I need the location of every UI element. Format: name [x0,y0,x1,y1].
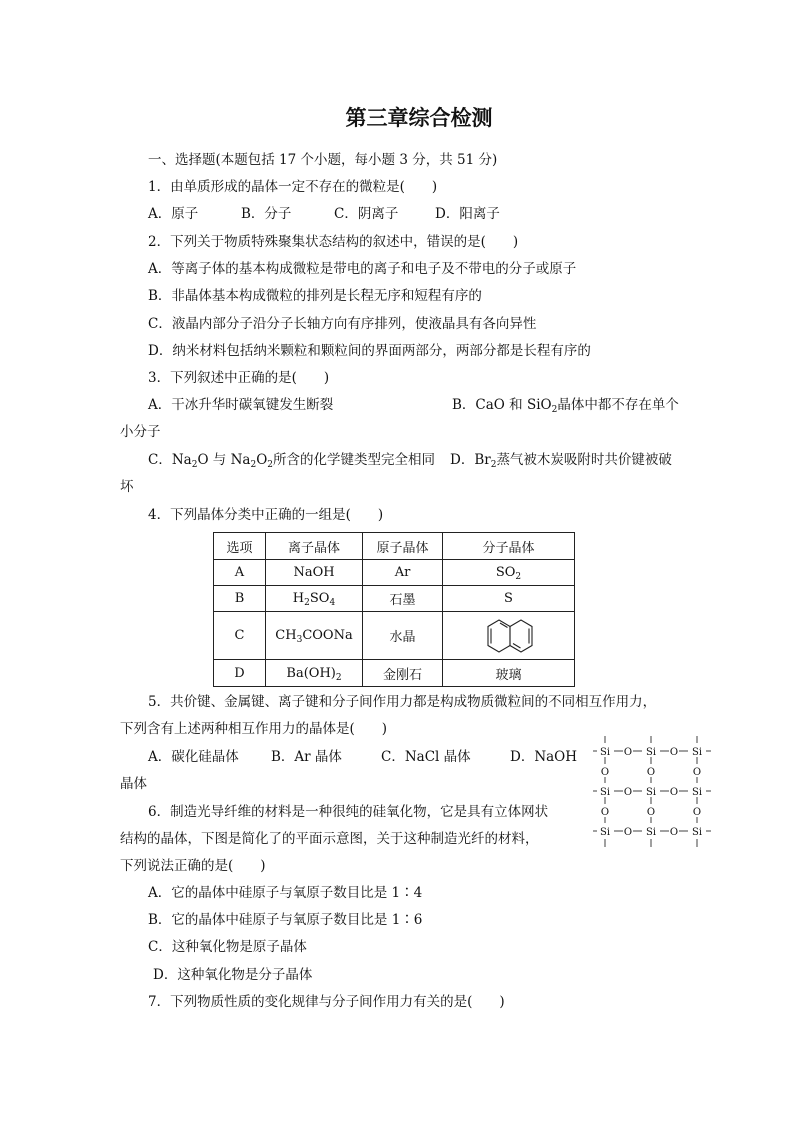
q6-stem-line2: 结构的晶体，下图是简化了的平面示意图，关于这种制造光纤的材料， [120,831,539,847]
q2-option-c: C．液晶内部分子沿分子长轴方向有序排列，使液晶具有各向异性 [148,316,537,332]
q3-option-b-continued: 小分子 [120,424,161,440]
q3-option-d: D．$Br_2$蒸气被木炭吸附时共价键被破 [450,452,672,470]
cell-option: D [214,660,266,687]
header-ionic: 离子晶体 [266,533,363,560]
q3-option-a: A．干冰升华时碳氧键发生断裂 [148,397,334,413]
q6-option-b: B．它的晶体中硅原子与氧原子数目比是 1∶6 [148,912,423,928]
q1-option-d: D．阳离子 [435,206,500,222]
q2-option-d: D．纳米材料包括纳米颗粒和颗粒间的界面两部分，两部分都是长程有序的 [148,343,591,359]
o-atom-label: O [623,787,633,798]
q5-option-c: C．NaCl 晶体 [381,749,471,765]
o-atom-label: O [600,807,610,818]
cell-ionic: $Ba(OH)_2$ [266,660,363,687]
crystal-classification-table [213,532,575,687]
q3-option-c: C．$Na_2O$ 与 $Na_2O_2$所含的化学键类型完全相同 [148,452,435,470]
cell-option: B [214,586,266,612]
o-atom-label: O [692,807,702,818]
cell-atomic: 石墨 [363,586,443,612]
si-atom-label: Si [691,747,703,758]
q2-stem: 2．下列关于物质特殊聚集状态结构的叙述中，错误的是( ) [148,234,519,250]
q4-stem: 4．下列晶体分类中正确的一组是( ) [148,507,384,523]
naphthalene-structure-icon [479,617,539,655]
q3-option-b: B．CaO 和 SiO$_2$晶体中都不存在单个 [452,397,679,415]
table-row [214,660,575,687]
q5-stem-line1: 5．共价键、金属键、离子键和分子间作用力都是构成物质微粒间的不同相互作用力， [148,694,657,710]
q7-stem: 7．下列物质性质的变化规律与分子间作用力有关的是( ) [148,994,505,1010]
cell-option: C [214,612,266,660]
q6-option-a: A．它的晶体中硅原子与氧原子数目比是 1∶4 [148,885,423,901]
si-atom-label: Si [691,787,703,798]
q6-option-c: C．这种氧化物是原子晶体 [148,939,307,955]
q1-option-a: A．原子 [148,206,199,222]
cell-atomic: 水晶 [363,612,443,660]
cell-ionic: $CH_3COONa$ [266,612,363,660]
q3-stem: 3．下列叙述中正确的是( ) [148,370,330,386]
header-atomic: 原子晶体 [363,533,443,560]
cell-molecular: 玻璃 [443,660,575,687]
si-atom-label: Si [691,827,703,838]
header-option: 选项 [214,533,266,560]
o-atom-label: O [623,827,633,838]
q1-option-b: B．分子 [241,206,292,222]
cell-molecular: S [443,586,575,612]
o-atom-label: O [669,747,679,758]
q6-stem-line1: 6．制造光导纤维的材料是一种很纯的硅氧化物，它是具有立体网状 [148,804,549,820]
table-row [214,560,575,586]
si-atom-label: Si [599,747,611,758]
si-atom-label: Si [599,787,611,798]
q5-option-d-continued: 晶体 [120,776,147,792]
q3-option-d-continued: 坏 [120,479,134,495]
header-molecular: 分子晶体 [443,533,575,560]
cell-ionic: $H_2SO_4$ [266,586,363,612]
q1-option-c: C．阴离子 [334,206,399,222]
cell-molecular: $SO_2$ [443,560,575,586]
q5-option-a: A．碳化硅晶体 [148,749,239,765]
o-atom-label: O [669,827,679,838]
cell-option: A [214,560,266,586]
table-row [214,612,575,660]
q5-option-d: D．NaOH [510,749,578,765]
q5-stem-line2: 下列含有上述两种相互作用力的晶体是( ) [120,721,388,737]
o-atom-label: O [646,807,656,818]
o-atom-label: O [600,767,610,778]
o-atom-label: O [646,767,656,778]
o-atom-label: O [669,787,679,798]
q5-option-b: B．Ar 晶体 [271,749,342,765]
cell-atomic: 金刚石 [363,660,443,687]
si-atom-label: Si [599,827,611,838]
sio2-structure-diagram [585,735,715,850]
cell-ionic: NaOH [266,560,363,586]
q6-option-d: D．这种氧化物是分子晶体 [153,967,313,983]
q1-stem: 1．由单质形成的晶体一定不存在的微粒是( ) [148,179,438,195]
q2-option-a: A．等离子体的基本构成微粒是带电的离子和电子及不带电的分子或原子 [148,261,577,277]
si-atom-label: Si [645,827,657,838]
cell-molecular [443,612,575,660]
q6-stem-line3: 下列说法正确的是( ) [120,858,266,874]
o-atom-label: O [692,767,702,778]
si-atom-label: Si [645,747,657,758]
section-heading: 一、选择题(本题包括 17 个小题，每小题 3 分，共 51 分) [148,152,498,168]
page-title: 第三章综合检测 [345,106,493,130]
q2-option-b: B．非晶体基本构成微粒的排列是长程无序和短程有序的 [148,288,482,304]
si-atom-label: Si [645,787,657,798]
cell-atomic: Ar [363,560,443,586]
table-row [214,586,575,612]
o-atom-label: O [623,747,633,758]
